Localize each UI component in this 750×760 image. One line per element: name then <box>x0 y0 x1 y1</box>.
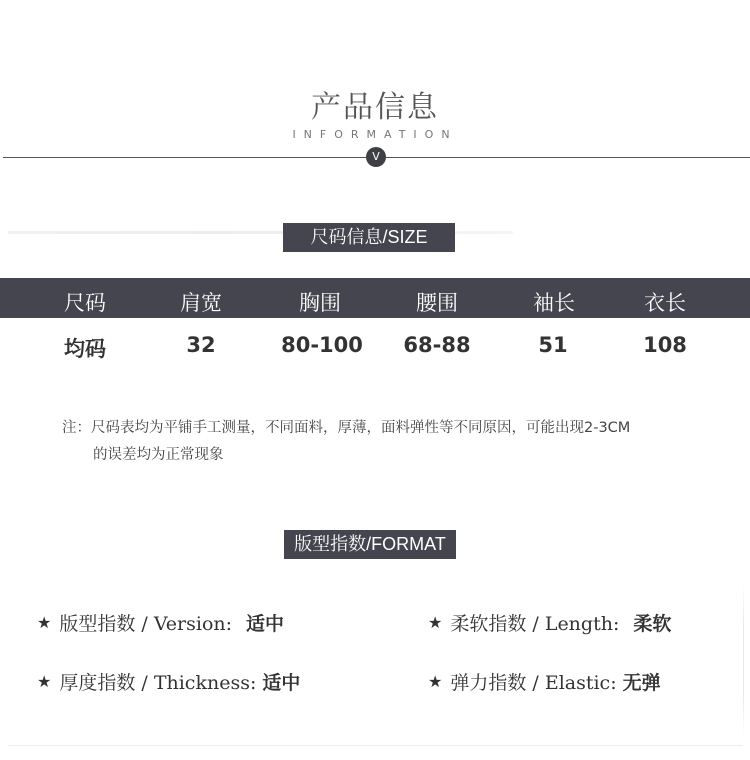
star-icon: ★ <box>37 672 52 691</box>
section-subtitle: INFORMATION <box>292 128 458 141</box>
format-item-softness <box>428 609 671 636</box>
format-item-label: 版型指数 / Version: <box>59 613 233 635</box>
format-item-thickness <box>37 668 300 695</box>
table-cell: 68-88 <box>403 333 471 357</box>
box-border <box>743 580 744 740</box>
note-line: 注：尺码表均为平铺手工测量，不同面料，厚薄，面料弹性等不同原因，可能出现2-3CM <box>62 420 631 436</box>
table-header-cell: 袖长 <box>533 291 575 315</box>
table-header-cell: 尺码 <box>64 291 106 315</box>
table-cell: 108 <box>643 333 687 357</box>
chevron-down-icon: V <box>366 147 386 167</box>
table-header-cell: 肩宽 <box>180 291 222 315</box>
table-cell: 32 <box>186 333 216 357</box>
format-item-label: 弹力指数 / Elastic: <box>450 672 617 694</box>
table-header-cell: 腰围 <box>416 291 458 315</box>
section-title: 产品信息 <box>311 90 439 125</box>
note-line: 的误差均为正常现象 <box>93 447 224 463</box>
table-cell: 80-100 <box>281 333 363 357</box>
star-icon: ★ <box>37 613 52 632</box>
box-border <box>8 745 743 746</box>
format-item-label: 柔软指数 / Length: <box>450 613 620 635</box>
format-item-value: 柔软 <box>633 613 672 635</box>
format-item-value: 适中 <box>246 613 285 635</box>
table-cell: 均码 <box>64 337 106 361</box>
table-cell: 51 <box>538 333 568 357</box>
star-icon: ★ <box>428 613 443 632</box>
format-item-value: 适中 <box>262 672 301 694</box>
table-header-cell: 衣长 <box>644 291 686 315</box>
format-item-version <box>37 609 284 636</box>
format-item-elastic <box>428 668 661 695</box>
format-item-label: 厚度指数 / Thickness: <box>59 672 257 694</box>
format-section-label: 版型指数/FORMAT <box>284 530 456 559</box>
table-header-cell: 胸围 <box>299 291 341 315</box>
format-item-value: 无弹 <box>622 672 661 694</box>
measurement-note <box>62 415 712 469</box>
size-section-label: 尺码信息/SIZE <box>283 223 455 252</box>
star-icon: ★ <box>428 672 443 691</box>
